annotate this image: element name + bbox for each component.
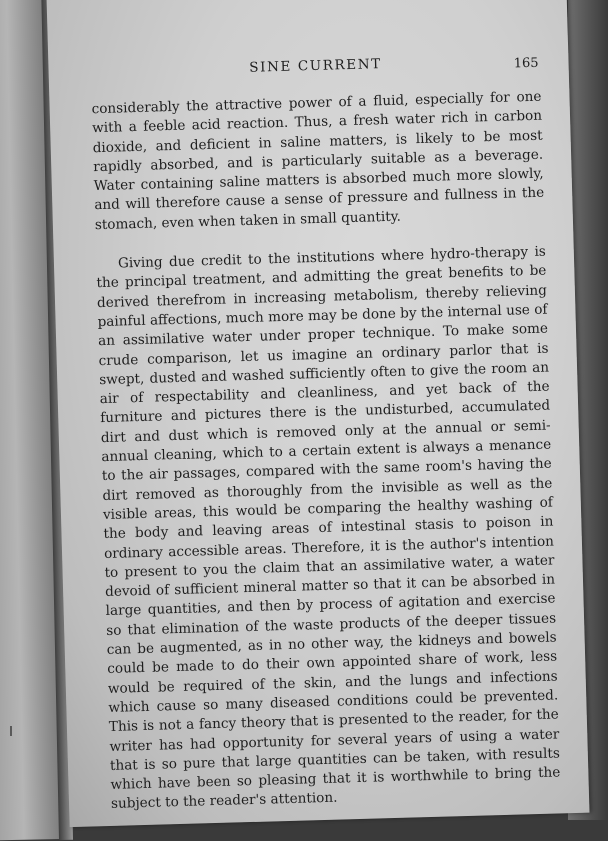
running-title: SINE CURRENT (249, 56, 382, 76)
running-head (90, 52, 541, 91)
paragraph-main: Giving due credit to the institutions where hydro-therapy is the principal treatment, and admitting the great benefits to be derived therefrom in increasing metabolism, thereby relieving painful affections, much more may be done by the internal use of an assimilative water under proper technique. To make some crude comparison, let us imagine an ordinary parlor that is swept, dusted and washed sufficiently often to give the room an air of respectability and cleanliness, and yet back of the furniture and pictures there is the undisturbed, accumulated dirt and dust which is removed only at the annual or semi-annual cleaning, which to a certain extent is always a menance to the air passages, compared with the same room's having the dirt removed as thoroughly from the invisible as well as the visible areas, this would be comparing the healthy washing of the body and leaving areas of intestinal stasis to poison in ordinary accessible areas. Therefore, it is the author's intention to present to you the claim that an assimilative water, a water devoid of sufficient mineral matter so that it can be absorbed in large quantities, and then by process of agitation and exercise so that elimination of the waste products of the deeper tissues can be augmented, as in no other way, the kidneys and bowels could be made to do their own appointed share of work, less would be required of the skin, and the lungs and infections which cause so many diseased conditions could be prevented. This is not a fancy theory that is presented to the reader, for the writer has had opportunity for several years of using a water that is so pure that large quantities can be taken, with results which have been so pleasing that it is worthwhile to bring the subject to the reader's attention. (96, 243, 561, 813)
paragraph-continuation: considerably the attractive power of a fluid, especially for one with a feeble acid reaction. Thus, a fresh water rich in carbon dioxide, and deficient in saline matters, is likely to be most rapidly absorbed, and is particularly suitable as a beverage. Water containing saline matters is absorbed much more slowly, and will therefore cause a sense of pressure and fullness in the stomach, even when taken in small quantity. (91, 88, 545, 233)
page-number: 165 (513, 55, 539, 72)
margin-mark (10, 726, 12, 736)
book-page (47, 0, 590, 827)
page-text-block (90, 52, 561, 815)
